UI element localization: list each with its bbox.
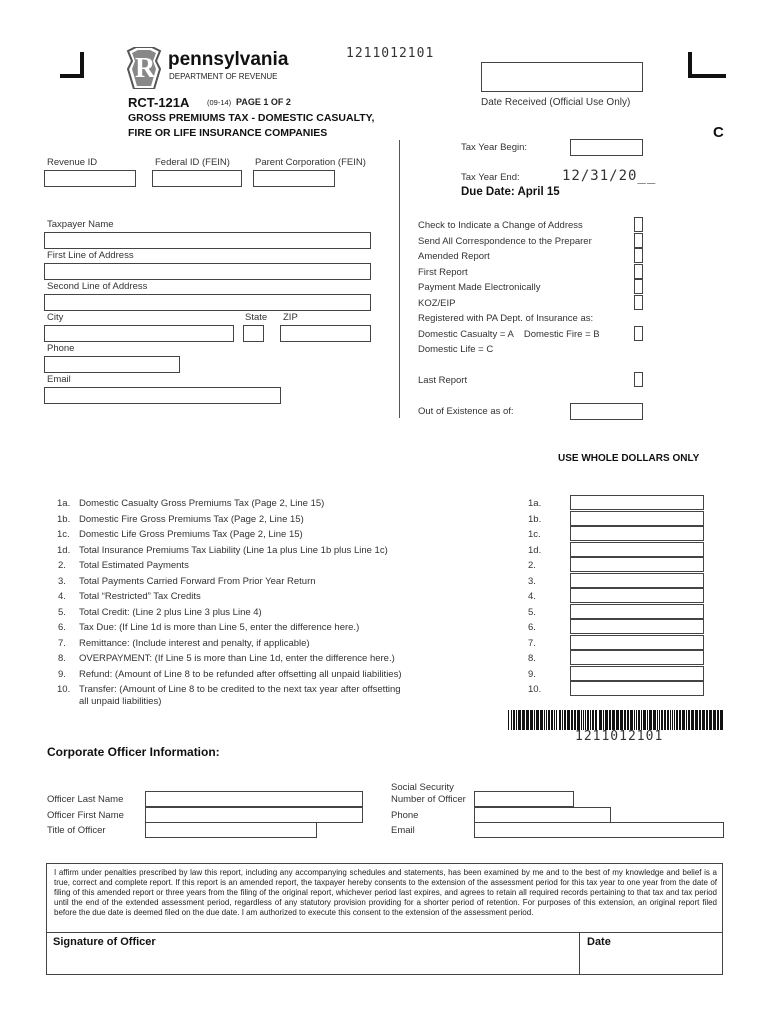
line-description: Total Estimated Payments (79, 560, 189, 571)
barcode-bar (603, 710, 604, 730)
date-label: Date (587, 936, 611, 948)
line-description: Refund: (Amount of Line 8 to be refunded after offsetting all unpaid liabilities) (79, 668, 402, 680)
zip-field[interactable] (280, 325, 371, 342)
barcode-bar (595, 710, 597, 730)
parent-corp-label: Parent Corporation (FEIN) (255, 157, 366, 168)
ssn-label-2: Number of Officer (391, 794, 466, 805)
phone-field[interactable] (44, 356, 180, 373)
domestic-type-box[interactable] (634, 326, 643, 341)
barcode-bar (574, 710, 576, 730)
line-description: Domestic Casualty Gross Premiums Tax (Page 2, Line 15) (79, 498, 325, 509)
tax-year-end-label: Tax Year End: (461, 172, 520, 183)
barcode-bar (720, 710, 723, 730)
officer-last-name-label: Officer Last Name (47, 794, 124, 805)
signature-date-divider (579, 932, 580, 974)
barcode-bar (717, 710, 719, 730)
line-amount-field[interactable] (570, 650, 704, 665)
line-description: Domestic Fire Gross Premiums Tax (Page 2, Line 15) (79, 513, 304, 525)
line-number: 9. (58, 668, 66, 680)
barcode-bar (581, 710, 582, 730)
amended-checkbox[interactable] (634, 248, 643, 263)
state-field[interactable] (243, 325, 264, 342)
barcode-bar (567, 710, 570, 730)
parent-corp-field[interactable] (253, 170, 335, 187)
date-field[interactable] (581, 950, 721, 974)
corner-letter: C (713, 124, 724, 141)
barcode-bar (554, 710, 555, 730)
barcode-bar (634, 710, 635, 730)
signature-field[interactable] (48, 950, 578, 974)
officer-email-field[interactable] (474, 822, 724, 838)
barcode-bar (653, 710, 656, 730)
out-of-existence-label: Out of Existence as of: (418, 406, 514, 417)
line-number: 1a. (57, 498, 71, 509)
registered-label: Registered with PA Dept. of Insurance as: (418, 313, 594, 324)
officer-first-name-label: Officer First Name (47, 810, 124, 821)
barcode-bar (682, 710, 685, 730)
signature-divider (47, 932, 722, 933)
affirmation-box (46, 863, 723, 975)
line-number: 1b. (57, 513, 71, 525)
barcode-bar (688, 710, 690, 730)
domestic-codes-label: Domestic Casualty = A Domestic Fire = B (418, 329, 600, 340)
koz-label: KOZ/EIP (418, 298, 456, 309)
line-amount-field[interactable] (570, 604, 704, 619)
barcode-bar (649, 710, 652, 730)
tax-year-begin-field[interactable] (570, 139, 643, 156)
second-line-field[interactable] (44, 294, 371, 311)
barcode-bar (592, 710, 594, 730)
tax-year-begin-label: Tax Year Begin: (461, 142, 528, 153)
barcode-bar (587, 710, 589, 730)
line-amount-field[interactable] (570, 573, 704, 588)
date-received-label: Date Received (Official Use Only) (481, 97, 631, 108)
barcode-bar (548, 710, 550, 730)
line-number: 4. (58, 591, 66, 602)
line-number: 3. (58, 575, 66, 587)
barcode-bar (702, 710, 705, 730)
ssn-label-1: Social Security (391, 782, 454, 793)
line-number: 8. (58, 653, 66, 664)
barcode-bar (679, 710, 681, 730)
line-amount-field[interactable] (570, 681, 704, 696)
barcode-bar (564, 710, 566, 730)
revenue-id-field[interactable] (44, 170, 136, 187)
revenue-id-label: Revenue ID (47, 157, 98, 168)
last-report-label: Last Report (418, 375, 468, 386)
line-description: Tax Due: (If Line 1d is more than Line 5, enter the difference here.) (79, 622, 360, 633)
line-code: 8. (528, 653, 536, 664)
corner-mark-right (688, 52, 726, 78)
officer-heading: Corporate Officer Information: (47, 745, 220, 759)
officer-phone-field[interactable] (474, 807, 611, 823)
electronic-checkbox[interactable] (634, 279, 643, 294)
barcode-bar (605, 710, 608, 730)
line-code: 1b. (528, 513, 542, 525)
line-amount-field[interactable] (570, 526, 704, 541)
barcode-bar (556, 710, 557, 730)
line-code: 7. (528, 637, 536, 649)
barcode-bar (511, 710, 512, 730)
signature-label: Signature of Officer (53, 936, 156, 948)
form-code: RCT-121A (128, 95, 190, 110)
line-code: 4. (528, 591, 536, 602)
barcode-bar (583, 710, 584, 730)
affirmation-text: I affirm under penalties prescribed by law this report, including any accompanying schedules and statements, has been examined by me and to the best of my knowledge and belief is a true, correct and complete report. If this report is an amended report, the taxpayer hereby consents to the extension of the assessment period for this tax year to one year from the date of filing of this amended report or three years from the filing of the original report, whichever period last expires, and agrees to retain all required records pertaining to that tax and tax period until the end of the extended assessment period, regardless of any statutory provision providing for a shorter period of retention. For purposes of this extension, an original report filed before the due date is deemed filed on the due date. I am authorized to execute this consent to the extension of the assessment period. (54, 868, 717, 917)
line-amount-field[interactable] (570, 635, 704, 650)
date-received-box[interactable] (481, 62, 643, 92)
line-code: 1d. (528, 544, 542, 556)
line-description: Total Insurance Premiums Tax Liability (Line 1a plus Line 1b plus Line 1c) (79, 544, 388, 556)
line-description: Total “Restricted” Tax Credits (79, 591, 201, 602)
line-amount-field[interactable] (570, 542, 704, 557)
barcode-number: 1211012101 (575, 729, 664, 744)
barcode-bar (659, 710, 660, 730)
officer-first-name-field[interactable] (145, 807, 363, 823)
first-report-label: First Report (418, 267, 468, 278)
zip-label: ZIP (283, 312, 298, 323)
barcode-bar (546, 710, 547, 730)
city-label: City (47, 312, 64, 323)
line-code: 1c. (528, 529, 541, 540)
line-description: Transfer: (Amount of Line 8 to be credited to the next tax year after offsetting (79, 684, 401, 695)
electronic-label: Payment Made Electronically (418, 282, 541, 293)
barcode-bar (627, 710, 629, 730)
barcode-bar (534, 710, 535, 730)
barcode-bar (638, 710, 640, 730)
taxpayer-name-label: Taxpayer Name (47, 219, 114, 230)
barcode-bar (672, 710, 673, 730)
barcode-bar (513, 710, 515, 730)
barcode-bar (709, 710, 712, 730)
line-description: Remittance: (Include interest and penalty, if applicable) (79, 637, 310, 649)
barcode-bar (713, 710, 716, 730)
barcode-bar (620, 710, 623, 730)
line-number: 6. (58, 622, 66, 633)
line-description: OVERPAYMENT: (If Line 5 is more than Line 1d, enter the difference here.) (79, 653, 395, 664)
barcode-bar (661, 710, 663, 730)
taxpayer-name-field[interactable] (44, 232, 371, 249)
barcode-bar (518, 710, 521, 730)
first-report-checkbox[interactable] (634, 264, 643, 279)
officer-phone-label: Phone (391, 810, 419, 821)
officer-title-field[interactable] (145, 822, 317, 838)
barcode-bar (624, 710, 626, 730)
line-description: Total Payments Carried Forward From Prior Year Return (79, 575, 316, 587)
barcode-bar (643, 710, 646, 730)
line-description: Total Credit: (Line 2 plus Line 3 plus Line 4) (79, 606, 262, 618)
send-preparer-checkbox[interactable] (634, 233, 643, 248)
line-amount-field[interactable] (570, 588, 704, 603)
line-number: 5. (58, 606, 66, 618)
barcode-bar (706, 710, 708, 730)
barcode-bar (562, 710, 563, 730)
line-code: 10. (528, 684, 542, 695)
corner-mark-left (60, 52, 84, 78)
barcode-bar (536, 710, 539, 730)
barcode-bar (699, 710, 701, 730)
barcode-bar (616, 710, 619, 730)
barcode-bar (577, 710, 580, 730)
due-date: Due Date: April 15 (461, 186, 560, 198)
send-preparer-label: Send All Correspondence to the Preparer (418, 236, 592, 247)
second-line-label: Second Line of Address (47, 281, 148, 292)
scan-number: 1211012101 (346, 46, 435, 61)
barcode-bar (657, 710, 658, 730)
barcode-bar (691, 710, 694, 730)
officer-email-label: Email (391, 825, 415, 836)
barcode-bar (664, 710, 666, 730)
barcode-bar (522, 710, 525, 730)
barcode-bar (559, 710, 561, 730)
department-name: DEPARTMENT OF REVENUE (169, 72, 278, 81)
state-label: State (245, 312, 268, 323)
barcode-bar (686, 710, 687, 730)
barcode-bar (670, 710, 671, 730)
barcode-bar (526, 710, 529, 730)
tax-year-end-value: 12/31/20__ (562, 168, 657, 184)
barcode-bar (609, 710, 611, 730)
barcode-bar (516, 710, 517, 730)
line-number: 1c. (57, 529, 70, 540)
logo-letter: R (135, 53, 156, 84)
line-amount-field[interactable] (570, 495, 704, 510)
barcode-bar (544, 710, 545, 730)
change-address-checkbox[interactable] (634, 217, 643, 232)
barcode-bar (630, 710, 633, 730)
barcode-bar (641, 710, 642, 730)
line-amount-field[interactable] (570, 557, 704, 572)
barcode-bar (508, 710, 509, 730)
line-code: 6. (528, 622, 536, 633)
line-description-cont: all unpaid liabilities) (79, 696, 162, 707)
phone-label: Phone (47, 343, 75, 354)
line-code: 3. (528, 575, 536, 587)
change-address-label: Check to Indicate a Change of Address (418, 220, 583, 231)
line-number: 2. (58, 560, 66, 571)
barcode-bar (636, 710, 637, 730)
keystone-logo (126, 47, 162, 89)
line-amount-field[interactable] (570, 619, 704, 634)
officer-last-name-field[interactable] (145, 791, 363, 807)
line-code: 5. (528, 606, 536, 618)
barcode-bar (540, 710, 543, 730)
first-line-label: First Line of Address (47, 250, 134, 261)
barcode-bar (695, 710, 698, 730)
barcode-bar (647, 710, 648, 730)
line-amount-field[interactable] (570, 666, 704, 681)
koz-checkbox[interactable] (634, 295, 643, 310)
amended-label: Amended Report (418, 251, 490, 262)
federal-id-label: Federal ID (FEIN) (155, 157, 230, 168)
line-number: 10. (57, 684, 71, 695)
barcode-bar (667, 710, 669, 730)
last-report-checkbox[interactable] (634, 372, 643, 387)
email-field[interactable] (44, 387, 281, 404)
barcode-bar (674, 710, 675, 730)
line-description: Domestic Life Gross Premiums Tax (Page 2, Line 15) (79, 529, 303, 540)
officer-title-label: Title of Officer (47, 825, 106, 836)
first-line-field[interactable] (44, 263, 371, 280)
form-date: (09-14) (207, 98, 232, 107)
page-info: PAGE 1 OF 2 (236, 97, 291, 107)
federal-id-field[interactable] (152, 170, 242, 187)
email-label: Email (47, 374, 71, 385)
barcode-bar (571, 710, 573, 730)
barcode-bar (599, 710, 602, 730)
title-line-1: GROSS PREMIUMS TAX - DOMESTIC CASUALTY, (128, 112, 375, 124)
domestic-life-label: Domestic Life = C (418, 344, 494, 355)
title-line-2: FIRE OR LIFE INSURANCE COMPANIES (128, 127, 328, 139)
state-name: pennsylvania (168, 49, 289, 70)
barcode-bar (551, 710, 553, 730)
whole-dollars-note: USE WHOLE DOLLARS ONLY (558, 453, 700, 464)
line-code: 1a. (528, 498, 542, 509)
vertical-divider (399, 140, 400, 418)
barcode-bar (676, 710, 678, 730)
barcode-bar (590, 710, 591, 730)
barcode-bar (612, 710, 615, 730)
line-number: 7. (58, 637, 66, 649)
barcode-bar (530, 710, 533, 730)
out-of-existence-field[interactable] (570, 403, 643, 420)
line-code: 2. (528, 560, 536, 571)
barcode-bar (585, 710, 586, 730)
ssn-field[interactable] (474, 791, 574, 807)
line-number: 1d. (57, 544, 71, 556)
line-code: 9. (528, 668, 536, 680)
city-field[interactable] (44, 325, 234, 342)
line-amount-field[interactable] (570, 511, 704, 526)
